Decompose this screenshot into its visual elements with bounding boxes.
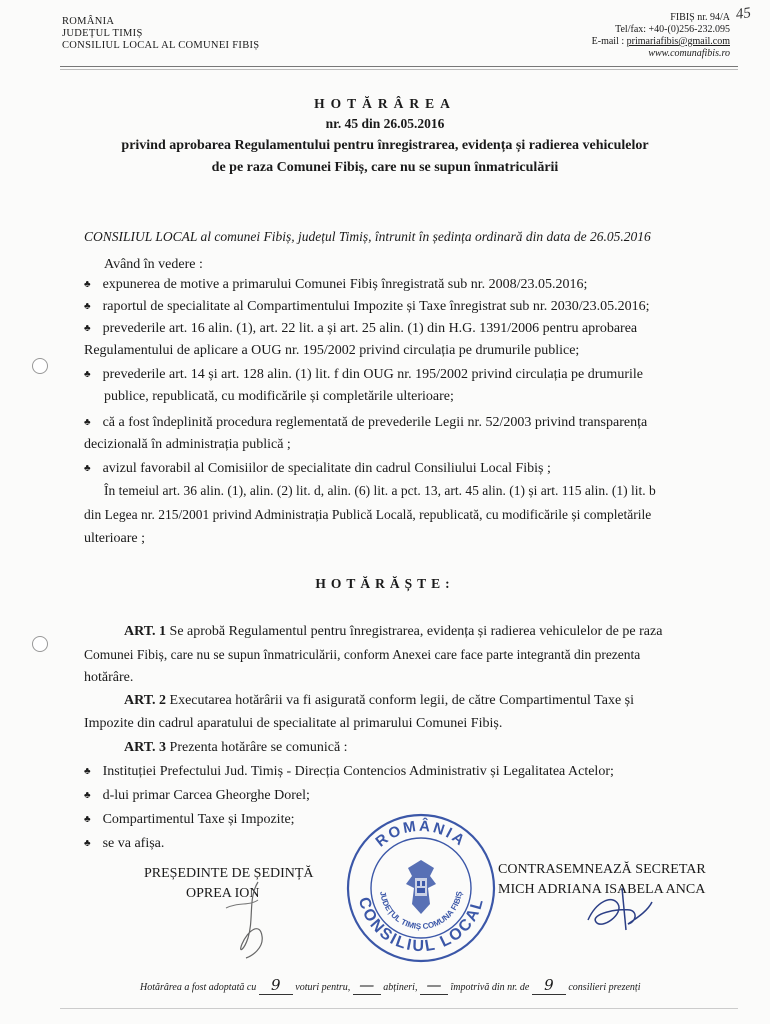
secretary-role: CONTRASEMNEAZĂ SECRETAR (498, 862, 706, 877)
list-item-continued: publice, republicată, cu modificările și completările ulterioare; (104, 389, 454, 404)
header-rule-2 (60, 69, 738, 70)
art3-text: Prezenta hotărâre se comunică : (169, 740, 348, 755)
vote-prefix: Hotărârea a fost adoptată cu (140, 982, 257, 993)
secretary-name: MICH ADRIANA ISABELA ANCA (498, 882, 706, 897)
header-county: JUDEȚUL TIMIȘ (62, 28, 143, 39)
vote-present-count: 9 (532, 976, 566, 995)
footer-rule (60, 1008, 738, 1009)
document-subject-1: privind aprobarea Regulamentului pentru înregistrarea, evidența și radierea vehiculelor (121, 138, 649, 153)
legal-basis-3: ulterioare ; (84, 531, 146, 546)
art2-label: ART. 2 (124, 693, 167, 708)
vote-for-count: 9 (259, 976, 293, 995)
vote-abstain-count: — (353, 976, 381, 995)
vote-present-label: consilieri prezenți (568, 982, 641, 993)
vote-against-label: împotrivă din nr. de (450, 982, 530, 993)
art3-line1 (124, 740, 348, 756)
list-item: ♣ prevederile art. 14 și art. 128 alin. (1) lit. f din OUG nr. 195/2002 privind circulația pe drumurile (84, 367, 643, 383)
art2-text: Executarea hotărârii va fi asigurată conform legii, de către Compartimentul Taxe și (169, 693, 634, 708)
vote-abstain-label: abțineri, (383, 982, 418, 993)
art1-label: ART. 1 (124, 624, 167, 639)
stamp-ring-text: JUDEȚUL TIMIȘ COMUNA FIBIȘ (378, 890, 464, 932)
secretary-signature (578, 880, 666, 940)
header-address: FIBIȘ nr. 94/A (670, 12, 730, 23)
document-title: HOTĂRÂREA (314, 96, 456, 111)
header-email-row (592, 36, 730, 48)
list-item-continued: Regulamentului de aplicare a OUG nr. 195/2002 privind circulația pe drumurile publice; (84, 343, 580, 358)
president-name: OPREA ION (186, 886, 260, 901)
vote-for-label: voturi pentru, (295, 982, 351, 993)
decides-heading: HOTĂRĂȘTE: (315, 576, 455, 591)
president-role: PREȘEDINTE DE ȘEDINȚĂ (144, 866, 314, 881)
header-email[interactable]: primariafibis@gmail.com (626, 36, 730, 47)
corner-mark: 45 (734, 5, 752, 23)
list-item: ♣ prevederile art. 16 alin. (1), art. 22 lit. a și art. 25 alin. (1) din H.G. 1391/2006 pentru aprobarea (84, 321, 637, 337)
official-stamp (342, 812, 500, 964)
vote-line (140, 976, 640, 995)
header-council: CONSILIUL LOCAL AL COMUNEI FIBIȘ (62, 40, 260, 51)
president-signature (218, 878, 278, 960)
legal-basis-2: din Legea nr. 215/2001 privind Administrația Publică Locală, republicată, cu modificările și completările (84, 507, 652, 522)
document-subject-2: de pe raza Comunei Fibiș, care nu se supun înmatriculării (211, 160, 559, 175)
punch-hole (32, 636, 48, 652)
art1-line2: Comunei Fibiș, care nu se supun înmatriculării, conform Anexei care face parte integrantă din prezenta (84, 647, 641, 662)
art3-label: ART. 3 (124, 740, 167, 755)
recipient-item: ♣ se va afișa. (84, 836, 164, 852)
art1-line3: hotărâre. (84, 670, 134, 685)
art1-line1 (124, 624, 662, 640)
punch-hole (32, 358, 48, 374)
document-number: nr. 45 din 26.05.2016 (325, 116, 445, 131)
intro-text: CONSILIUL LOCAL al comunei Fibiș, județul Timiș, întrunit în ședința ordinară din data de 26.05.2016 (84, 229, 651, 244)
header-phone: Tel/fax: +40-(0)256-232.095 (615, 24, 730, 35)
coat-of-arms-icon (406, 860, 436, 914)
recipient-item: ♣ Instituției Prefectului Jud. Timiș - Direcția Contencios Administrativ și Legalitatea Actelor; (84, 764, 614, 780)
list-item: ♣ raportul de specialitate al Compartimentului Impozite și Taxe înregistrat sub nr. 2030/23.05.2016; (84, 299, 650, 315)
legal-basis-1: În temeiul art. 36 alin. (1), alin. (2) lit. d, alin. (6) lit. a pct. 13, art. 45 alin. (1) și art. 115 alin. (1) lit. b (104, 483, 656, 498)
recipient-item: ♣ Compartimentul Taxe și Impozite; (84, 812, 295, 828)
header-country: ROMÂNIA (62, 16, 115, 27)
recipient-item: ♣ d-lui primar Carcea Gheorghe Dorel; (84, 788, 310, 804)
stamp-top-text: ROMÂNIA (372, 817, 470, 851)
list-item: ♣ avizul favorabil al Comisiilor de specialitate din cadrul Consiliului Local Fibiș ; (84, 461, 551, 477)
art1-text: Se aprobă Regulamentul pentru înregistrarea, evidența și radierea vehiculelor de pe raza (169, 624, 663, 639)
header-email-label: E-mail : (591, 36, 625, 47)
header-left (62, 16, 259, 52)
art2-line1 (124, 693, 634, 709)
list-item: ♣ că a fost îndeplinită procedura reglementată de prevederile Legii nr. 52/2003 privind transparența (84, 415, 647, 431)
considering-label: Având în vedere : (104, 257, 203, 272)
header-rule (60, 66, 738, 67)
header-right (592, 12, 730, 60)
stamp-bottom-text: CONSILIUL LOCAL (354, 895, 488, 956)
header-website[interactable]: www.comunafibis.ro (648, 48, 730, 59)
svg-text:ROMÂNIA (372, 817, 469, 851)
list-item: ♣ expunerea de motive a primarului Comunei Fibiș înregistrată sub nr. 2008/23.05.2016; (84, 277, 587, 293)
list-item-continued: decizională în administrația publică ; (84, 437, 291, 452)
art2-line2: Impozite din cadrul aparatului de specialitate al primarului Comunei Fibiș. (84, 716, 503, 731)
vote-against-count: — (420, 976, 448, 995)
